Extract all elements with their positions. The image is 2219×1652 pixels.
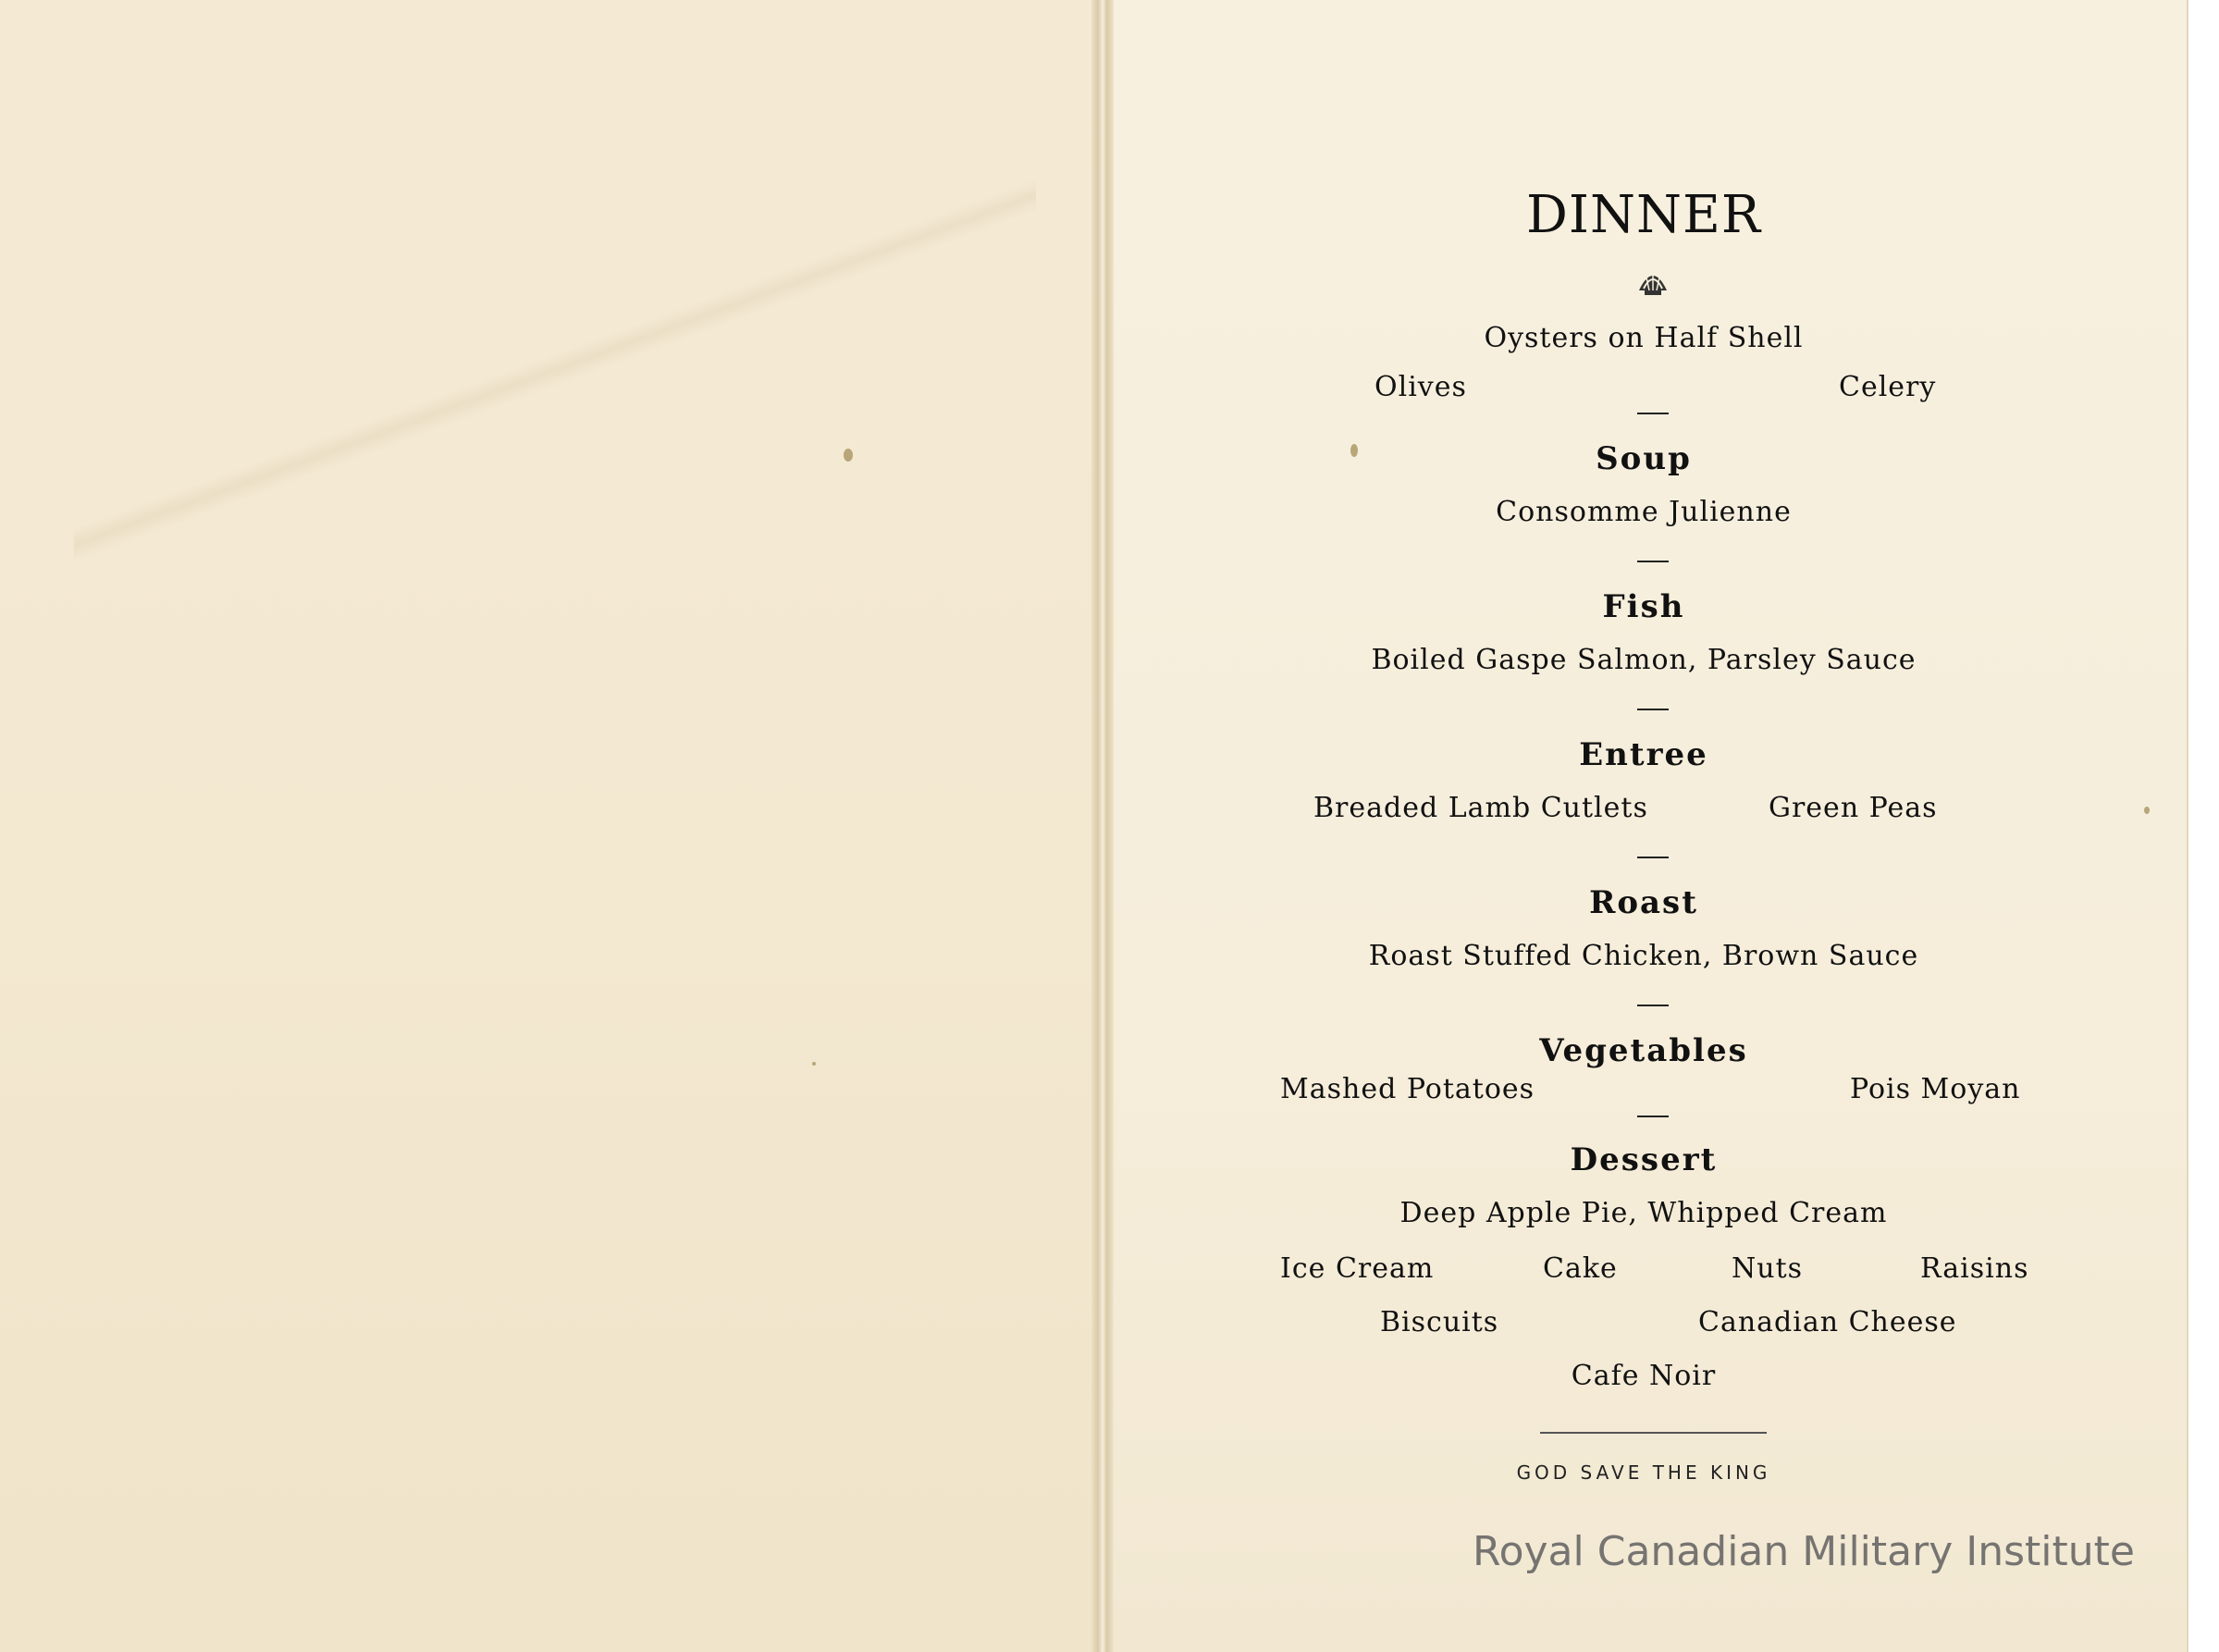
dessert-row1-item: Ice Cream <box>1280 1252 1435 1285</box>
section-divider <box>1637 561 1669 562</box>
watermark: Royal Canadian Military Institute <box>1473 1528 2135 1575</box>
soup-item: Consomme Julienne <box>1496 496 1792 528</box>
vegetables-heading: Vegetables <box>1539 1032 1748 1069</box>
menu-title: DINNER <box>1525 185 1762 245</box>
paper-spot <box>812 1062 816 1066</box>
starter-main: Oysters on Half Shell <box>1484 322 1804 354</box>
entree-heading: Entree <box>1579 736 1708 773</box>
section-divider <box>1637 413 1669 414</box>
entree-right: Green Peas <box>1769 792 1938 824</box>
dessert-row2-item: Canadian Cheese <box>1698 1306 1957 1338</box>
shell-ornament-icon <box>1635 266 1670 298</box>
paper-spot <box>2144 807 2150 814</box>
dessert-heading: Dessert <box>1570 1141 1718 1178</box>
starter-right: Celery <box>1839 371 1937 403</box>
footer-text: GOD SAVE THE KING <box>1516 1461 1771 1484</box>
fish-item: Boiled Gaspe Salmon, Parsley Sauce <box>1371 644 1917 676</box>
center-fold <box>1091 0 1114 1652</box>
dessert-row1-item: Nuts <box>1732 1252 1804 1285</box>
entree-left: Breaded Lamb Cutlets <box>1313 792 1648 824</box>
roast-heading: Roast <box>1589 884 1698 921</box>
dessert-item: Deep Apple Pie, Whipped Cream <box>1399 1197 1888 1229</box>
footer-rule <box>1540 1432 1767 1434</box>
paper-crease <box>74 139 1036 601</box>
section-divider <box>1637 857 1669 858</box>
section-divider <box>1637 1116 1669 1117</box>
section-divider <box>1637 709 1669 710</box>
left-page <box>0 0 1097 1652</box>
right-page <box>1099 0 2188 1652</box>
soup-heading: Soup <box>1596 440 1692 477</box>
dessert-row1-item: Raisins <box>1920 1252 2029 1285</box>
vegetables-left: Mashed Potatoes <box>1280 1073 1535 1105</box>
dessert-row1-item: Cake <box>1543 1252 1618 1285</box>
fish-heading: Fish <box>1602 588 1685 625</box>
vegetables-right: Pois Moyan <box>1850 1073 2021 1105</box>
paper-spot <box>844 449 853 462</box>
dessert-final: Cafe Noir <box>1571 1360 1717 1392</box>
section-divider <box>1637 1005 1669 1006</box>
starter-left: Olives <box>1375 371 1467 403</box>
roast-item: Roast Stuffed Chicken, Brown Sauce <box>1368 940 1919 972</box>
dessert-row2-item: Biscuits <box>1380 1306 1499 1338</box>
